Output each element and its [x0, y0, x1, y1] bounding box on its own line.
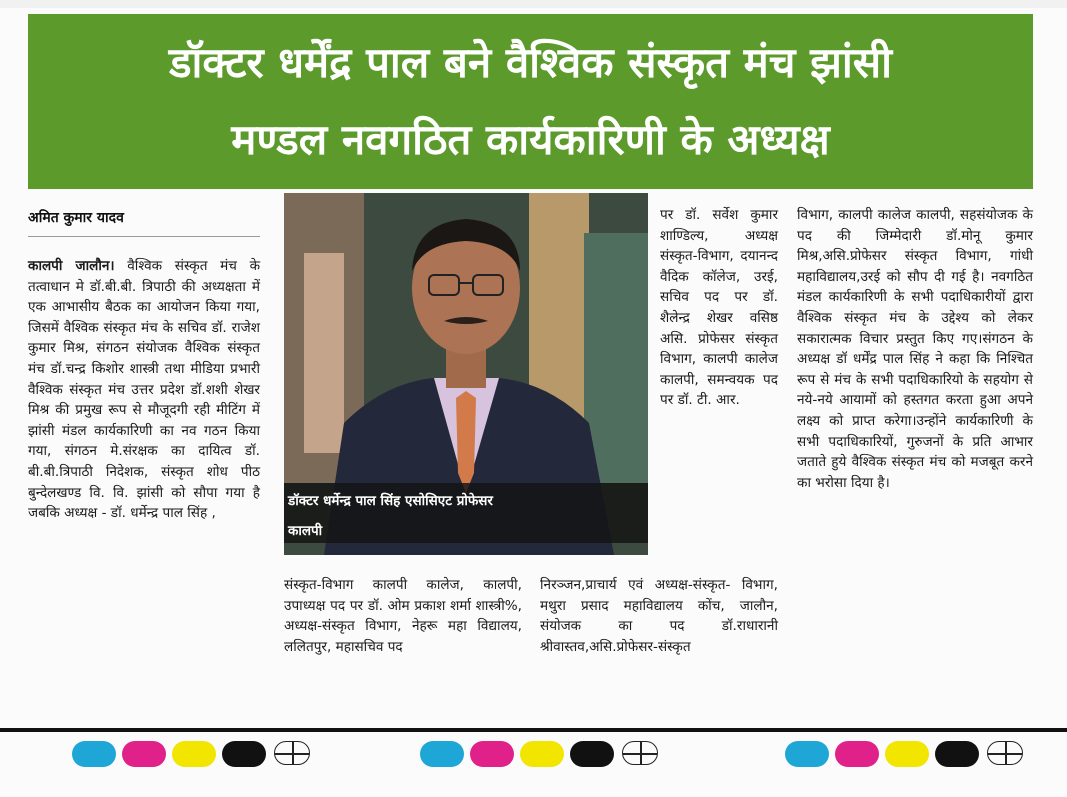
- bottom-divider: [0, 728, 1067, 732]
- headline-line-1: डॉक्टर धर्मेंद्र पाल बने वैश्विक संस्कृत मंच झांसी: [169, 38, 892, 87]
- dateline: कालपी जालौन।: [28, 258, 115, 274]
- photo-caption-line-1: डॉक्टर धर्मेन्द्र पाल सिंह एसोसिएट प्रोफेसर: [288, 493, 493, 509]
- article-column-2: संस्कृत-विभाग कालपी कालेज, कालपी, उपाध्यक्ष पद पर डॉ. ओम प्रकाश शर्मा शास्त्री%, अध्यक्ष-संस्कृत विभाग, नेहरू महा विद्यालय, ललितपुर, महासचिव पद: [284, 577, 522, 655]
- article-column-1: [28, 256, 260, 524]
- magenta-mark: [835, 741, 879, 767]
- photo-caption: [284, 483, 648, 543]
- magenta-mark: [470, 741, 514, 767]
- crosshair-icon: [987, 741, 1023, 765]
- article-column-3: पर डॉ. सर्वेश कुमार शाण्डिल्य, अध्यक्ष संस्कृत-विभाग, दयानन्द वैदिक कॉलेज, उरई, सचिव पद पर डॉ. शैलेन्द्र शेखर वसिष्ठ असि. प्रोफेसर संस्कृत विभाग, कालपी कालेज कालपी, समन्वयक पद पर डॉ. टी. आर.: [660, 207, 778, 409]
- cyan-mark: [420, 741, 464, 767]
- crosshair-icon: [622, 741, 658, 765]
- article-text-1: वैश्विक संस्कृत मंच के तत्वाधान मे डॉ.बी.बी. त्रिपाठी की अध्यक्षता में एक आभासीय बैठक का आयोजन किया गया, जिसमें वैश्विक संस्कृत मंच के सचिव डॉ. राजेश कुमार मिश्र, संगठन संयोजक वैश्विक संस्कृत मंच डॉ.चन्द्र किशोर शास्त्री तथा मीडिया प्रभारी वैश्विक संस्कृत मंच उत्तर प्रदेश डॉ.शशी शेखर मिश्र की प्रमुख रूप से मौजूदगी रही मीटिंग में झांसी मंडल कार्यकारिणी का नव गठन किया गया, संगठन मे.संरक्षक का दायित्व डॉ. बी.बी.त्रिपाठी निदेशक, संस्कृत शोध पीठ बुन्देलखण्ड वि. वि. झांसी को सौपा गया है जबकि अध्यक्ष - डॉ. धर्मेन्द्र पाल सिंह ,: [28, 258, 261, 522]
- photo-caption-line-2: कालपी: [288, 523, 323, 539]
- print-registration-marks-right: [785, 741, 1045, 767]
- headline-title: [28, 24, 1033, 178]
- black-mark: [935, 741, 979, 767]
- portrait-photo: [284, 193, 648, 555]
- print-registration-marks-center: [420, 741, 680, 767]
- yellow-mark: [885, 741, 929, 767]
- headline-line-2: मण्डल नवगठित कार्यकारिणी के अध्यक्ष: [231, 115, 830, 164]
- cyan-mark: [72, 741, 116, 767]
- byline-divider: [28, 236, 260, 237]
- yellow-mark: [520, 741, 564, 767]
- top-edge: [0, 0, 1067, 8]
- article-column-3-continued: निरञ्जन,प्राचार्य एवं अध्यक्ष-संस्कृत- विभाग, मथुरा प्रसाद महाविद्यालय कोंच, जालौन, संयोजक का पद डॉ.राधारानी श्रीवास्तव,असि.प्रोफेसर-संस्कृत: [540, 577, 778, 655]
- yellow-mark: [172, 741, 216, 767]
- article-column-4: विभाग, कालपी कालेज कालपी, सहसंयोजक के पद की जिम्मेदारी डॉ.मोनू कुमार मिश्र,असि.प्रोफेसर संस्कृत विभाग, गांधी महाविद्यालय,उरई को सौप दी गई है। नवगठित मंडल कार्यकारिणी के सभी पदाधिकारीयों द्वारा वैश्विक संस्कृत मंच के उद्देश्य को लेकर सकारात्मक विचार प्रस्तुत किए गए।संगठन के अध्यक्ष डॉ धर्मेंद्र पाल सिंह ने कहा कि निश्चित रूप से मंच के सभी पदाधिकारियो के सहयोग से नये-नये आयामों को हस्तगत करता हुआ अपने लक्ष्य को प्राप्त करेगा।उन्होंने कार्यकारिणी के सभी पदाधिकारियों, गुरुजनों के प्रति आभार जताते हुये वैश्विक संस्कृत मंच को मजबूत करने का भरोसा दिया है।: [797, 207, 1033, 491]
- crosshair-icon: [274, 741, 310, 765]
- magenta-mark: [122, 741, 166, 767]
- black-mark: [222, 741, 266, 767]
- black-mark: [570, 741, 614, 767]
- cyan-mark: [785, 741, 829, 767]
- byline: अमित कुमार यादव: [28, 210, 124, 226]
- print-registration-marks-left: [72, 741, 332, 767]
- headline-banner: [28, 14, 1033, 189]
